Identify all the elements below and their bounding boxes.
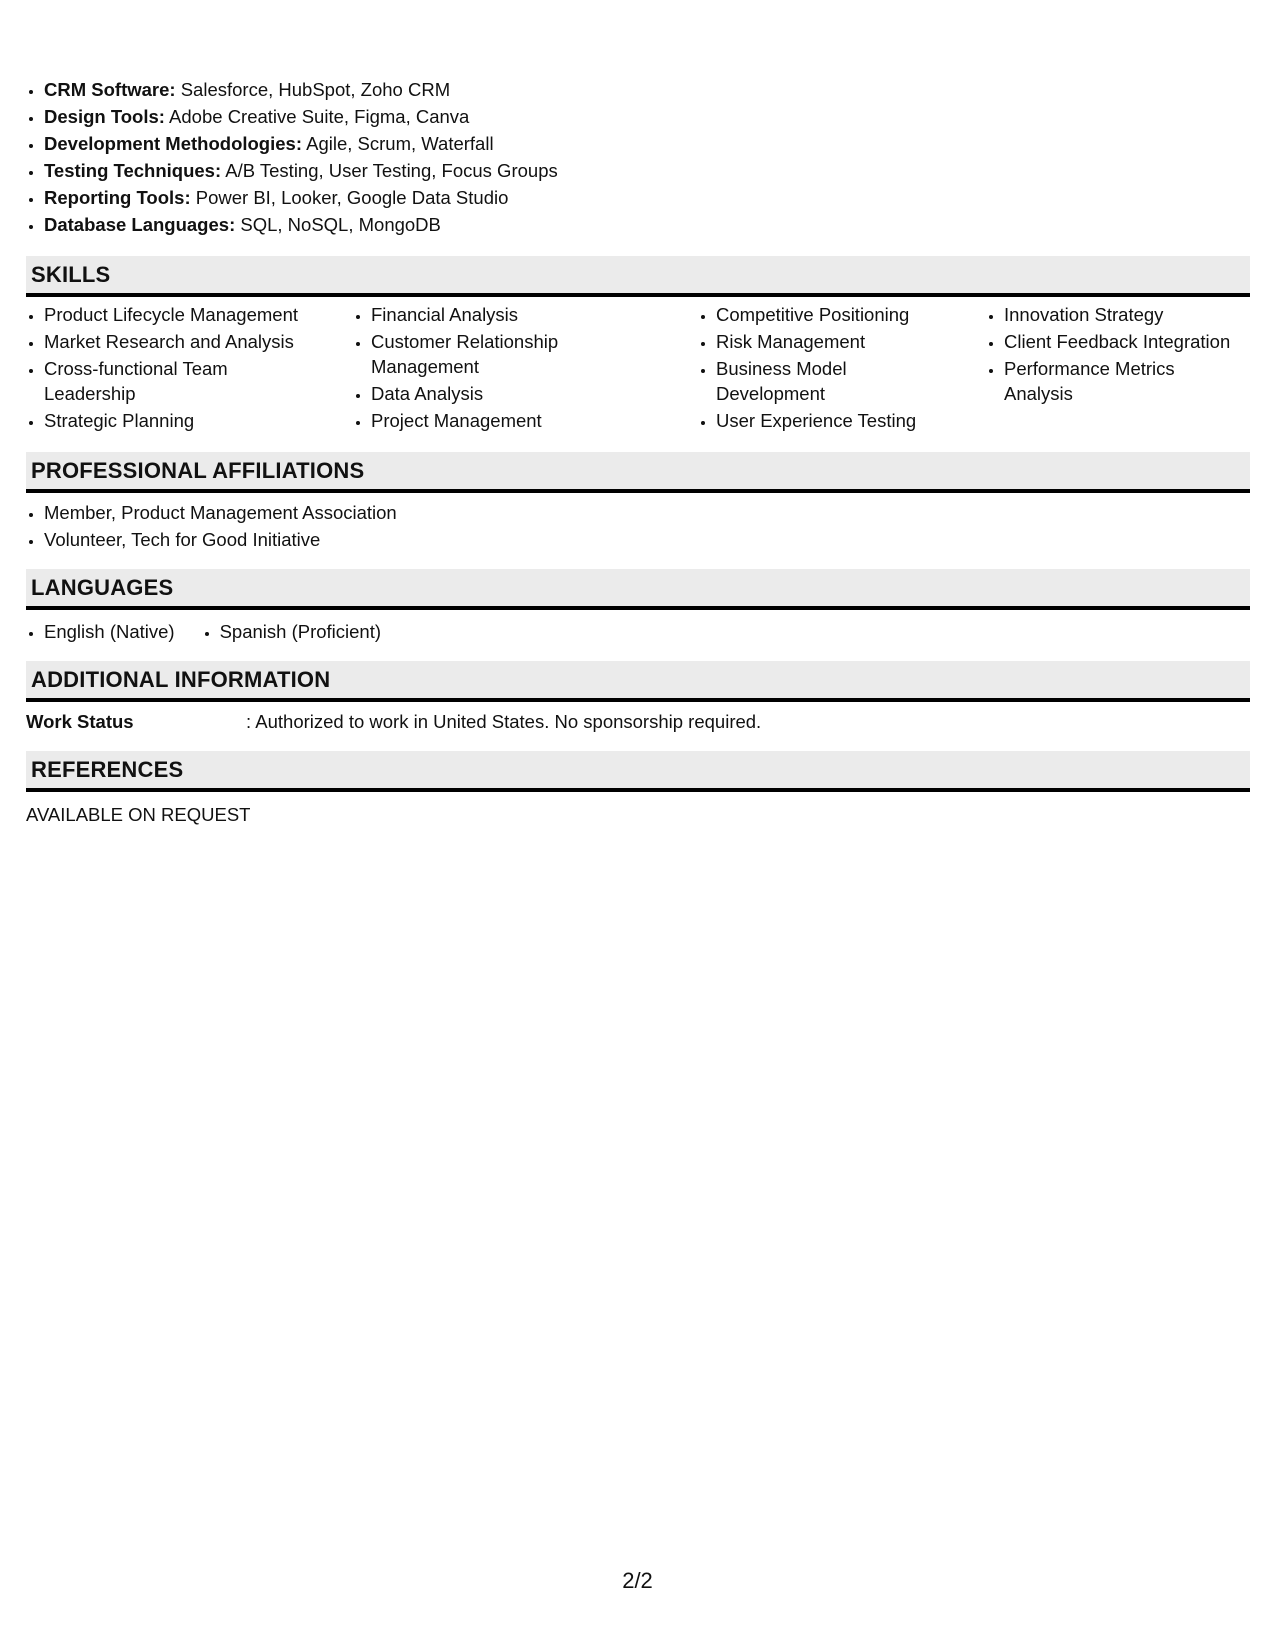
tool-category-value: SQL, NoSQL, MongoDB bbox=[235, 214, 441, 235]
affiliations-list bbox=[26, 493, 1250, 553]
skills-column bbox=[26, 303, 353, 436]
languages-list bbox=[26, 610, 1250, 645]
skill-item: • User Experience Testing bbox=[716, 409, 986, 434]
skill-item: • Competitive Positioning bbox=[716, 303, 986, 328]
skill-item: • Customer Relationship Management bbox=[371, 330, 571, 379]
skill-item: • Performance Metrics Analysis bbox=[1004, 357, 1194, 406]
tool-category-value: A/B Testing, User Testing, Focus Groups bbox=[221, 160, 558, 181]
skills-column bbox=[353, 303, 698, 436]
skills-column bbox=[698, 303, 986, 436]
list-item bbox=[44, 130, 1250, 157]
list-item bbox=[44, 157, 1250, 184]
skill-item: • Innovation Strategy bbox=[1004, 303, 1250, 328]
section-header-skills: SKILLS bbox=[26, 256, 1250, 297]
list-item: • Volunteer, Tech for Good Initiative bbox=[44, 526, 1250, 553]
tool-category-label: Database Languages: bbox=[44, 214, 236, 235]
tools-list bbox=[26, 76, 1250, 238]
tool-category-value: Power BI, Looker, Google Data Studio bbox=[190, 187, 509, 208]
skill-item: • Data Analysis bbox=[371, 382, 698, 407]
skill-item: • Business Model Development bbox=[716, 357, 866, 406]
references-text: AVAILABLE ON REQUEST bbox=[26, 803, 251, 825]
page-number: 2/2 bbox=[622, 1568, 653, 1593]
list-item bbox=[44, 211, 1250, 238]
tool-category-value: Agile, Scrum, Waterfall bbox=[302, 133, 494, 154]
list-item bbox=[44, 103, 1250, 130]
skill-item: • Strategic Planning bbox=[44, 409, 353, 434]
skill-item: • Financial Analysis bbox=[371, 303, 698, 328]
tool-category-label: Development Methodologies: bbox=[44, 133, 302, 154]
tool-category-label: CRM Software: bbox=[44, 79, 176, 100]
section-header-languages: LANGUAGES bbox=[26, 569, 1250, 610]
skill-item: • Product Lifecycle Management bbox=[44, 303, 353, 328]
tool-category-label: Design Tools: bbox=[44, 106, 165, 127]
skill-item: • Client Feedback Integration bbox=[1004, 330, 1250, 355]
work-status-label: Work Status bbox=[26, 710, 134, 732]
skill-item: • Market Research and Analysis bbox=[44, 330, 353, 355]
list-item bbox=[44, 76, 1250, 103]
work-status-value: : Authorized to work in United States. No sponsorship required. bbox=[246, 710, 762, 732]
skills-column bbox=[986, 303, 1250, 436]
list-item: • Member, Product Management Association bbox=[44, 499, 1250, 526]
resume-page-2 bbox=[26, 76, 1250, 828]
tool-category-value: Salesforce, HubSpot, Zoho CRM bbox=[175, 79, 451, 100]
skills-grid bbox=[26, 297, 1250, 436]
tool-category-value: Adobe Creative Suite, Figma, Canva bbox=[164, 106, 470, 127]
list-item: • Spanish (Proficient) bbox=[220, 618, 381, 645]
section-header-additional-information: ADDITIONAL INFORMATION bbox=[26, 661, 1250, 702]
tool-category-label: Reporting Tools: bbox=[44, 187, 191, 208]
work-status-row bbox=[26, 702, 1250, 735]
skill-item: • Cross-functional Team Leadership bbox=[44, 357, 244, 406]
language-entry bbox=[26, 618, 175, 645]
section-header-affiliations: PROFESSIONAL AFFILIATIONS bbox=[26, 452, 1250, 493]
skill-item: • Risk Management bbox=[716, 330, 986, 355]
language-entry bbox=[202, 618, 381, 645]
list-item: • English (Native) bbox=[44, 618, 175, 645]
skill-item: • Project Management bbox=[371, 409, 698, 434]
tool-category-label: Testing Techniques: bbox=[44, 160, 222, 181]
section-header-references: REFERENCES bbox=[26, 751, 1250, 792]
list-item bbox=[44, 184, 1250, 211]
